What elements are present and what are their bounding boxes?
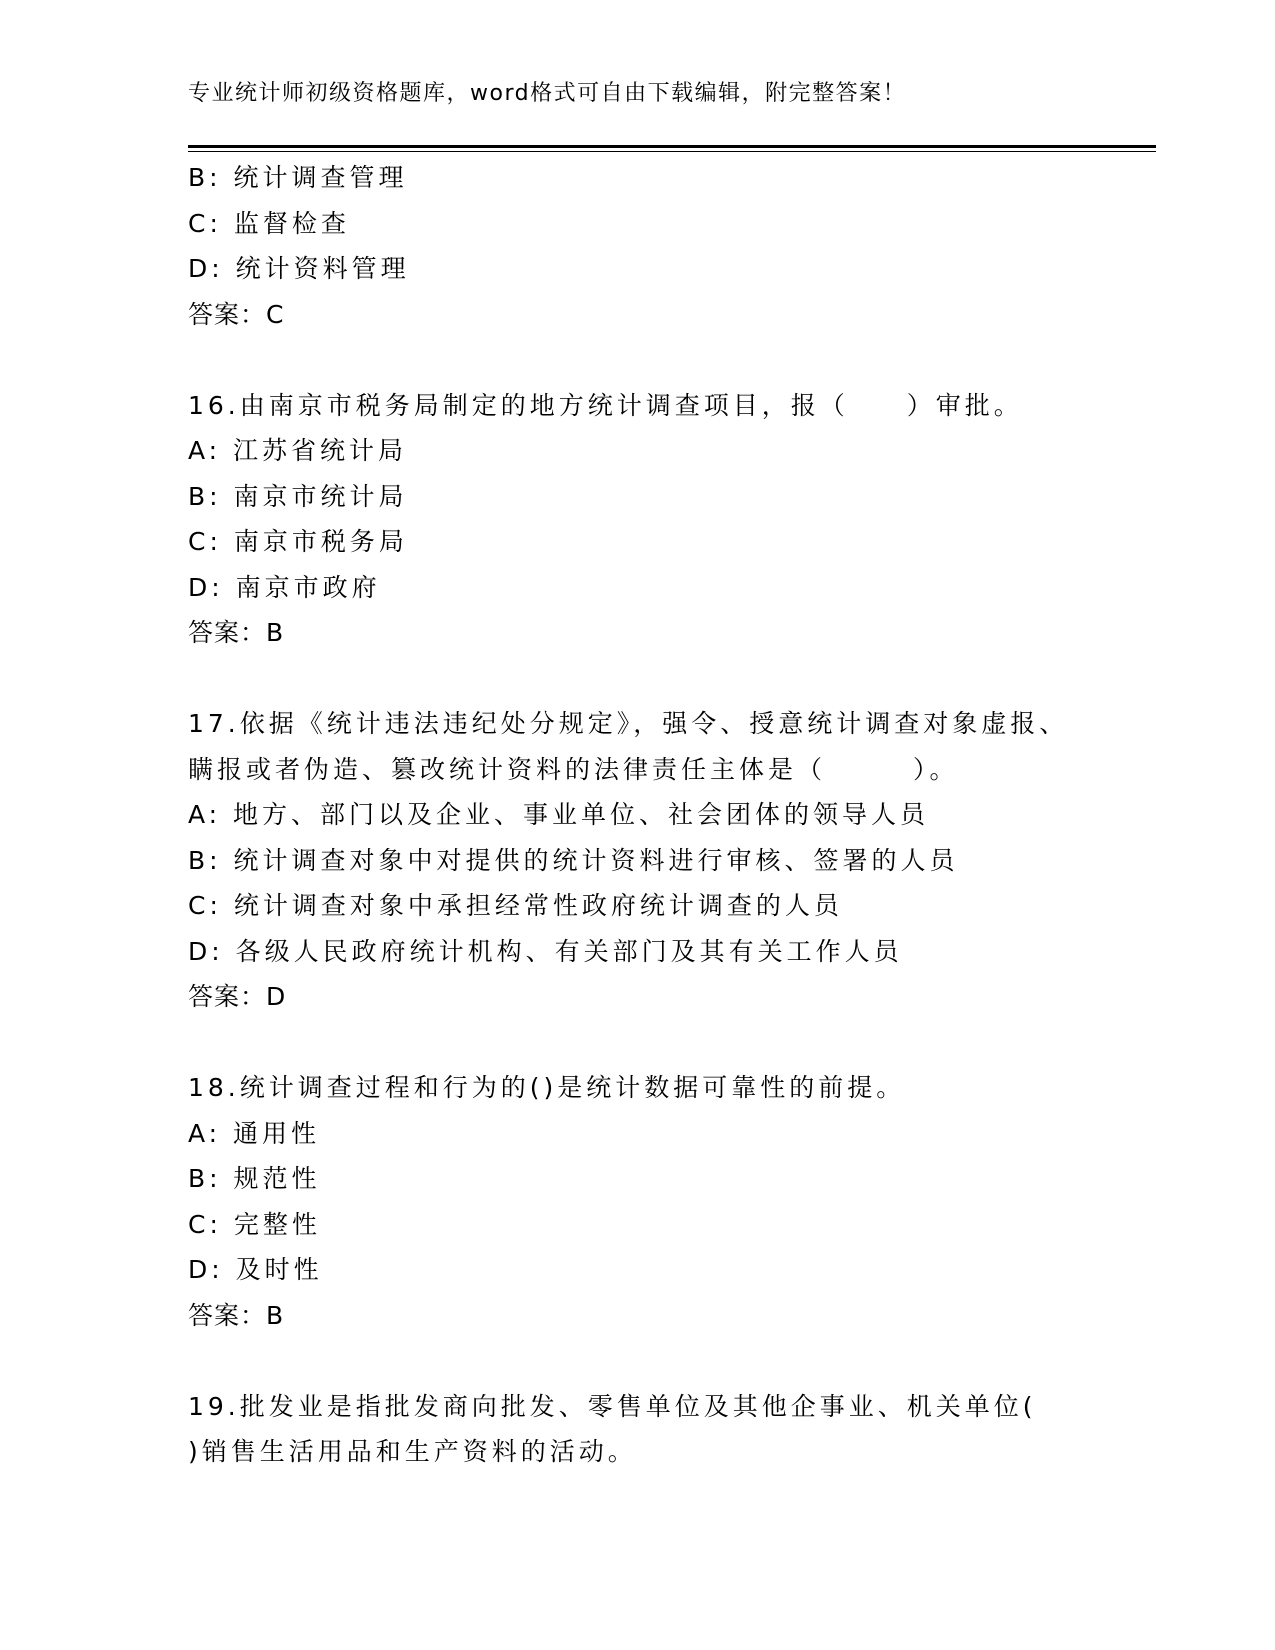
spacer — [188, 656, 1148, 702]
question-stem-line-1: 19.批发业是指批发商向批发、零售单位及其他企事业、机关单位( — [188, 1391, 1037, 1421]
question-17 — [188, 701, 1148, 1020]
question-stem-line-1: 17.依据《统计违法违纪处分规定》，强令、授意统计调查对象虚报、 — [188, 709, 1069, 738]
page-header: 专业统计师初级资格题库，word格式可自由下载编辑，附完整答案！ — [188, 81, 907, 106]
question-list — [188, 155, 1148, 1475]
option-c: C: 南京市税务局 — [188, 527, 408, 556]
option-d: D: 各级人民政府统计机构、有关部门及其有关工作人员 — [188, 936, 903, 966]
option-c: C: 完整性 — [188, 1209, 321, 1239]
question-19 — [188, 1384, 1148, 1475]
option-c: C: 统计调查对象中承担经常性政府统计调查的人员 — [188, 891, 843, 920]
option-c: C: 监督检查 — [188, 208, 350, 238]
option-a: A: 通用性 — [188, 1118, 321, 1148]
option-d: D: 及时性 — [188, 1255, 323, 1284]
option-b: B: 规范性 — [188, 1164, 321, 1193]
question-15-tail — [188, 155, 1148, 337]
question-18 — [188, 1065, 1148, 1338]
question-stem: 18.统计调查过程和行为的()是统计数据可靠性的前提。 — [188, 1073, 906, 1102]
spacer — [188, 1020, 1148, 1066]
question-stem-line-2: )销售生活用品和生产资料的活动。 — [188, 1437, 637, 1466]
spacer — [188, 337, 1148, 383]
option-d: D: 统计资料管理 — [188, 254, 410, 283]
option-b: B: 统计调查对象中对提供的统计资料进行审核、签署的人员 — [188, 845, 959, 875]
option-a: A: 江苏省统计局 — [188, 436, 408, 465]
spacer — [188, 1338, 1148, 1384]
answer: 答案：C — [188, 299, 285, 329]
option-d: D: 南京市政府 — [188, 572, 381, 602]
question-stem-line-2: 瞒报或者伪造、篡改统计资料的法律责任主体是（ ）。 — [188, 754, 959, 784]
option-b: B: 统计调查管理 — [188, 163, 408, 192]
answer: 答案：B — [188, 1300, 285, 1330]
question-16 — [188, 383, 1148, 656]
header-rule-thick — [188, 145, 1156, 148]
option-b: B: 南京市统计局 — [188, 481, 408, 511]
option-a: A: 地方、部门以及企业、事业单位、社会团体的领导人员 — [188, 800, 930, 829]
answer: 答案：B — [188, 618, 285, 647]
question-stem: 16.由南京市税务局制定的地方统计调查项目，报（ ）审批。 — [188, 390, 1023, 420]
header-rule-thin — [188, 151, 1156, 152]
answer: 答案：D — [188, 982, 287, 1011]
